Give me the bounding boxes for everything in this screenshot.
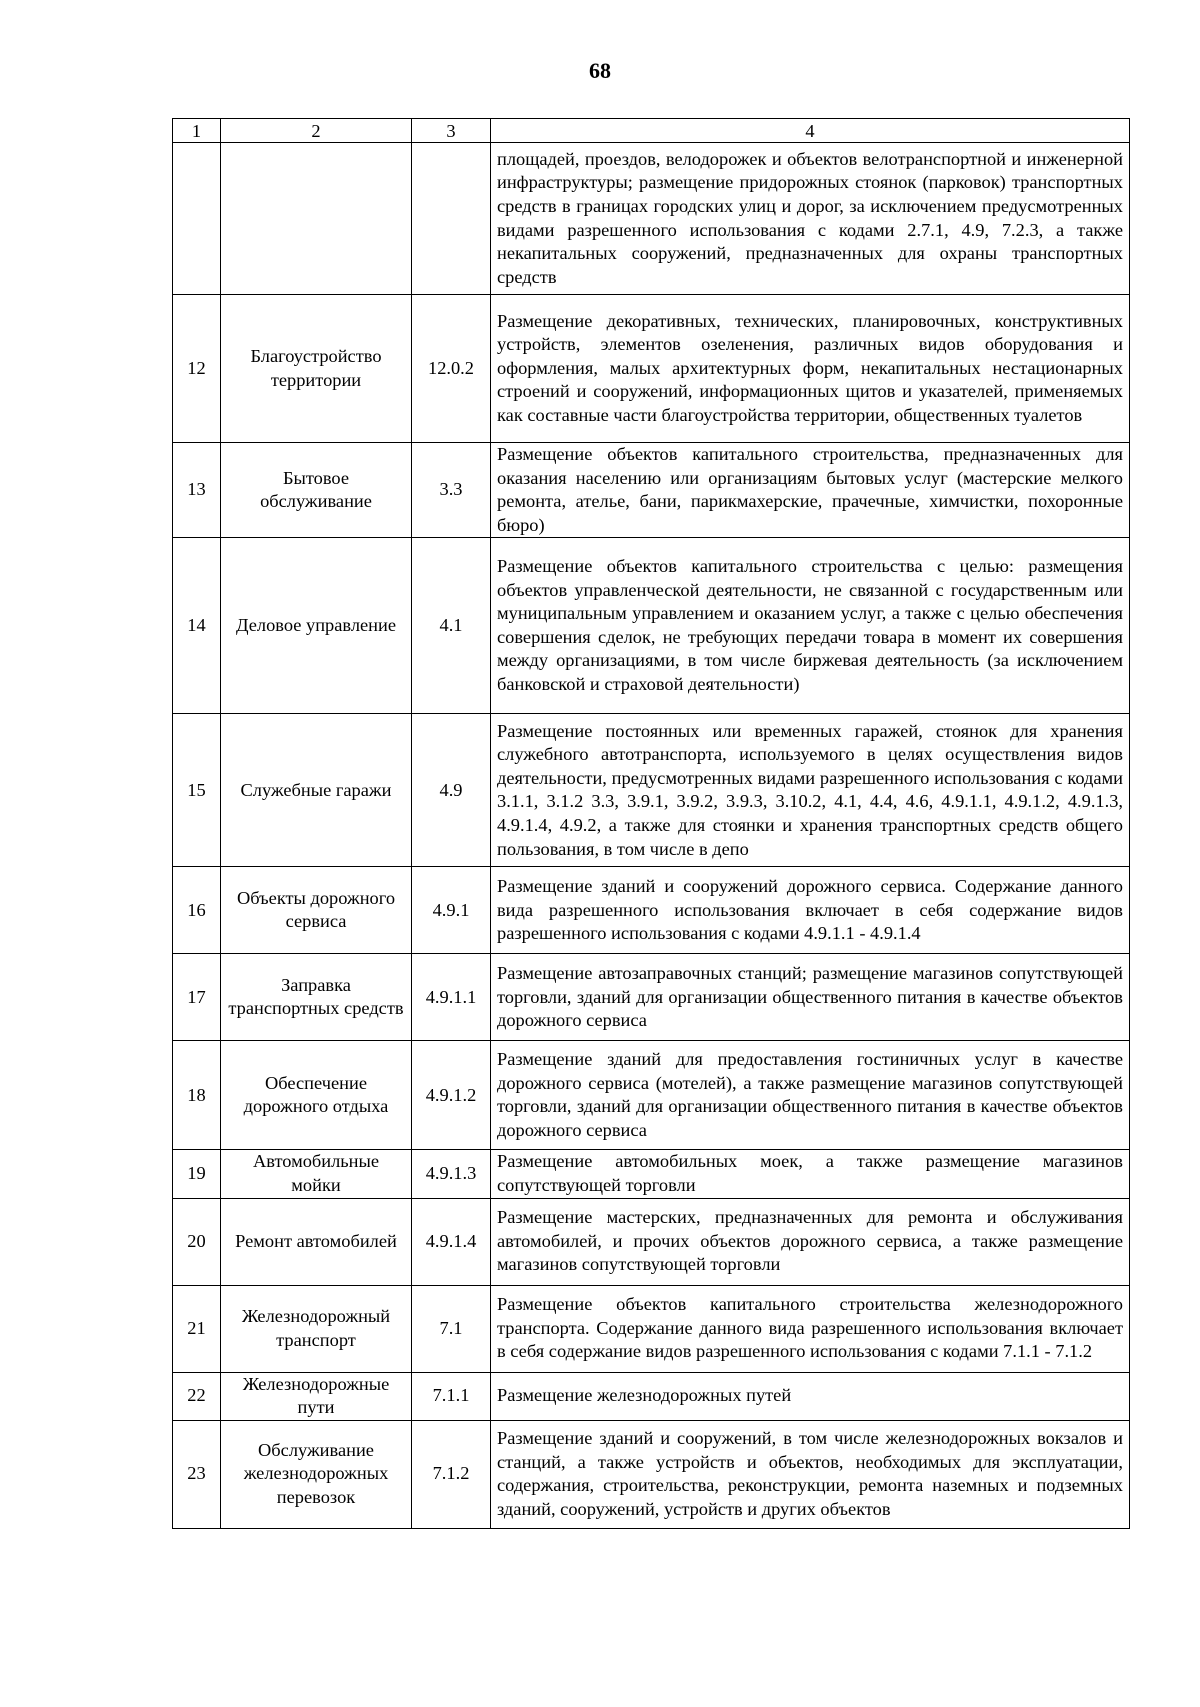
use-description: Размещение автомобильных моек, а также размещение магазинов сопутствующей торговли (491, 1150, 1130, 1198)
use-description: Размещение зданий и сооружений дорожного сервиса. Содержание данного вида разрешенного использования включает в себя содержание видов разрешенного использования с кодами 4.9.1.1 - 4.9.1.4 (491, 867, 1130, 954)
column-header: 1 (173, 119, 221, 143)
row-number: 12 (173, 295, 221, 443)
use-type-name: Железнодорожный транспорт (221, 1285, 412, 1372)
use-type-name: Благоустройство территории (221, 295, 412, 443)
use-description: Размещение зданий для предоставления гостиничных услуг в качестве дорожного сервиса (мотелей), а также размещение магазинов сопутствующей торговли, зданий для организации общественного питания в качестве объектов дорожного сервиса (491, 1041, 1130, 1150)
use-description: Размещение декоративных, технических, планировочных, конструктивных устройств, элементов озеленения, различных видов оборудования и оформления, малых архитектурных форм, некапитальных нестационарных строений и сооружений, информационных щитов и указателей, применяемых как составные части благоустройства территории, общественных туалетов (491, 295, 1130, 443)
table-row (173, 954, 1130, 1041)
use-code: 4.9.1.2 (412, 1041, 491, 1150)
use-description: Размещение объектов капитального строительства железнодорожного транспорта. Содержание данного вида разрешенного использования включает в себя содержание видов разрешенного использования с кодами 7.1.1 - 7.1.2 (491, 1285, 1130, 1372)
use-type-name: Железнодорожные пути (221, 1372, 412, 1420)
row-number: 15 (173, 714, 221, 867)
table-row (173, 867, 1130, 954)
use-code: 4.9.1 (412, 867, 491, 954)
use-description: Размещение зданий и сооружений, в том числе железнодорожных вокзалов и станций, а также устройств и объектов, необходимых для эксплуатации, содержания, строительства, реконструкции, ремонта наземных и подземных зданий, сооружений, устройств и других объектов (491, 1420, 1130, 1528)
row-number (173, 143, 221, 295)
use-description: Размещение объектов капитального строительства, предназначенных для оказания населению или организациям бытовых услуг (мастерские мелкого ремонта, ателье, бани, парикмахерские, прачечные, химчистки, похоронные бюро) (491, 443, 1130, 538)
table-row (173, 714, 1130, 867)
row-number: 17 (173, 954, 221, 1041)
row-number: 13 (173, 443, 221, 538)
row-number: 20 (173, 1198, 221, 1285)
table-row (173, 1041, 1130, 1150)
use-type-name: Заправка транспортных средств (221, 954, 412, 1041)
page-number: 68 (589, 58, 611, 83)
use-code: 4.9.1.3 (412, 1150, 491, 1198)
use-type-name: Обеспечение дорожного отдыха (221, 1041, 412, 1150)
use-type-name: Обслуживание железнодорожных перевозок (221, 1420, 412, 1528)
use-code: 4.1 (412, 538, 491, 714)
row-number: 19 (173, 1150, 221, 1198)
use-code: 7.1.1 (412, 1372, 491, 1420)
use-type-name: Деловое управление (221, 538, 412, 714)
use-type-name: Служебные гаражи (221, 714, 412, 867)
row-number: 18 (173, 1041, 221, 1150)
use-type-name: Ремонт автомобилей (221, 1198, 412, 1285)
use-description: Размещение мастерских, предназначенных для ремонта и обслуживания автомобилей, и прочих объектов дорожного сервиса, а также размещение магазинов сопутствующей торговли (491, 1198, 1130, 1285)
use-code: 12.0.2 (412, 295, 491, 443)
use-description: Размещение объектов капитального строительства с целью: размещения объектов управленческой деятельности, не связанной с государственным или муниципальным управлением и оказанием услуг, а также с целью обеспечения совершения сделок, не требующих передачи товара в момент их совершения между организациями, в том числе биржевая деятельность (за исключением банковской и страховой деятельности) (491, 538, 1130, 714)
table-header-row (173, 119, 1130, 143)
use-type-name: Бытовое обслуживание (221, 443, 412, 538)
use-code: 7.1 (412, 1285, 491, 1372)
row-number: 22 (173, 1372, 221, 1420)
row-number: 16 (173, 867, 221, 954)
row-number: 23 (173, 1420, 221, 1528)
use-description: Размещение автозаправочных станций; размещение магазинов сопутствующей торговли, зданий для организации общественного питания в качестве объектов дорожного сервиса (491, 954, 1130, 1041)
row-number: 21 (173, 1285, 221, 1372)
column-header: 4 (491, 119, 1130, 143)
use-code: 4.9 (412, 714, 491, 867)
table-row (173, 443, 1130, 538)
column-header: 2 (221, 119, 412, 143)
table-row (173, 1285, 1130, 1372)
use-code: 7.1.2 (412, 1420, 491, 1528)
table-row (173, 1420, 1130, 1528)
table-row (173, 143, 1130, 295)
use-code: 3.3 (412, 443, 491, 538)
table-row (173, 295, 1130, 443)
use-type-name: Автомобильные мойки (221, 1150, 412, 1198)
use-type-name: Объекты дорожного сервиса (221, 867, 412, 954)
table-row (173, 1198, 1130, 1285)
table-row (173, 538, 1130, 714)
use-code: 4.9.1.4 (412, 1198, 491, 1285)
use-type-name (221, 143, 412, 295)
column-header: 3 (412, 119, 491, 143)
use-description: площадей, проездов, велодорожек и объектов велотранспортной и инженерной инфраструктуры; размещение придорожных стоянок (парковок) транспортных средств в границах городских улиц и дорог, за исключением предусмотренных видами разрешенного использования с кодами 2.7.1, 4.9, 7.2.3, а также некапитальных сооружений, предназначенных для охраны транспортных средств (491, 143, 1130, 295)
land-use-table (172, 118, 1130, 1529)
use-code: 4.9.1.1 (412, 954, 491, 1041)
table-row (173, 1150, 1130, 1198)
use-description: Размещение постоянных или временных гаражей, стоянок для хранения служебного автотранспорта, используемого в целях осуществления видов деятельности, предусмотренных видами разрешенного использования с кодами 3.1.1, 3.1.2 3.3, 3.9.1, 3.9.2, 3.9.3, 3.10.2, 4.1, 4.4, 4.6, 4.9.1.1, 4.9.1.2, 4.9.1.3, 4.9.1.4, 4.9.2, а также для стоянки и хранения транспортных средств общего пользования, в том числе в депо (491, 714, 1130, 867)
use-code (412, 143, 491, 295)
table-row (173, 1372, 1130, 1420)
use-description: Размещение железнодорожных путей (491, 1372, 1130, 1420)
row-number: 14 (173, 538, 221, 714)
